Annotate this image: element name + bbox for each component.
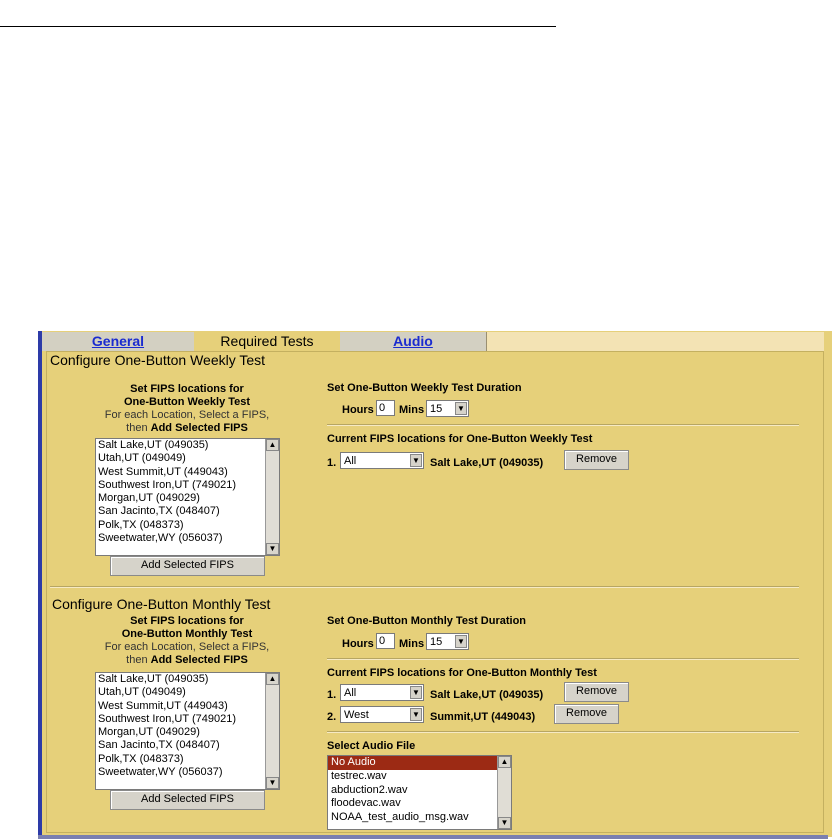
weekly-instruction-prefix: then — [126, 422, 151, 434]
weekly-title: Configure One-Button Weekly Test — [50, 352, 266, 368]
tab-required-tests-label: Required Tests — [220, 333, 314, 349]
monthly-current-num-2: 2. — [327, 711, 337, 723]
monthly-fips-heading — [87, 615, 287, 667]
monthly-fips-heading-line1: Set FIPS locations for — [130, 615, 244, 627]
list-item[interactable]: Polk,TX (048373) — [98, 518, 184, 531]
weekly-mins-value: 15 — [430, 403, 443, 415]
list-item[interactable]: Utah,UT (049049) — [98, 452, 186, 465]
weekly-current-num: 1. — [327, 457, 337, 469]
monthly-current-location-1: Salt Lake,UT (049035) — [430, 689, 544, 701]
audio-file-listbox[interactable] — [327, 755, 512, 830]
chevron-down-icon[interactable]: ▼ — [410, 686, 422, 699]
audio-listbox-scrollbar[interactable] — [497, 756, 511, 829]
monthly-add-fips-button[interactable]: Add Selected FIPS — [110, 790, 265, 810]
list-item[interactable]: West Summit,UT (449043) — [98, 699, 228, 712]
list-item[interactable]: West Summit,UT (449043) — [98, 465, 228, 478]
list-item[interactable]: Utah,UT (049049) — [98, 686, 186, 699]
monthly-current-heading: Current FIPS locations for One-Button Monthly Test — [327, 667, 597, 679]
list-item[interactable]: San Jacinto,TX (048407) — [98, 505, 220, 518]
monthly-fips-heading-line2: One-Button Monthly Test — [121, 628, 253, 640]
weekly-mins-label: Mins — [399, 404, 425, 416]
scroll-down-icon[interactable]: ▼ — [498, 817, 511, 829]
list-item[interactable]: No Audio — [328, 756, 511, 770]
list-item[interactable]: Salt Lake,UT (049035) — [98, 439, 209, 451]
chevron-down-icon[interactable]: ▼ — [455, 402, 467, 415]
list-item[interactable]: Sweetwater,WY (056037) — [98, 532, 223, 545]
weekly-fips-heading-line1: Set FIPS locations for — [130, 383, 244, 395]
weekly-hours-input[interactable]: 0 — [376, 400, 395, 416]
tab-required-tests[interactable] — [194, 332, 341, 351]
scroll-down-icon[interactable]: ▼ — [266, 543, 279, 555]
section-divider — [50, 586, 799, 587]
list-item[interactable]: Sweetwater,WY (056037) — [98, 766, 223, 779]
tab-audio[interactable] — [340, 332, 487, 351]
monthly-fips-listbox[interactable] — [95, 672, 280, 790]
weekly-remove-button[interactable]: Remove — [564, 450, 629, 470]
chevron-down-icon[interactable]: ▼ — [410, 708, 422, 721]
monthly-mins-select[interactable] — [426, 633, 469, 650]
weekly-instruction-line1: For each Location, Select a FIPS, — [104, 409, 270, 421]
monthly-current-num-1: 1. — [327, 689, 337, 701]
monthly-remove-button-1[interactable]: Remove — [564, 682, 629, 702]
weekly-current-heading: Current FIPS locations for One-Button Weekly Test — [327, 433, 593, 445]
monthly-current-location-2: Summit,UT (449043) — [430, 711, 536, 723]
list-item[interactable]: San Jacinto,TX (048407) — [98, 739, 220, 752]
monthly-hours-label: Hours — [342, 638, 374, 650]
tab-audio-label[interactable]: Audio — [393, 333, 433, 349]
weekly-instruction-bold: Add Selected FIPS — [150, 422, 248, 434]
top-rule — [0, 26, 556, 27]
weekly-hours-label: Hours — [342, 404, 374, 416]
monthly-hours-input[interactable]: 0 — [376, 633, 395, 649]
scroll-down-icon[interactable]: ▼ — [266, 777, 279, 789]
weekly-duration-heading: Set One-Button Weekly Test Duration — [327, 382, 522, 394]
list-item[interactable]: Southwest Iron,UT (749021) — [98, 478, 236, 491]
tab-general[interactable] — [42, 332, 195, 351]
weekly-current-location: Salt Lake,UT (049035) — [430, 457, 544, 469]
frame-bottom-border — [38, 835, 828, 839]
monthly-listbox-scrollbar[interactable] — [265, 673, 279, 789]
monthly-instruction-bold: Add Selected FIPS — [150, 654, 248, 666]
monthly-current-select-1[interactable] — [340, 684, 424, 701]
monthly-mins-value: 15 — [430, 636, 443, 648]
weekly-fips-heading-line2: One-Button Weekly Test — [123, 396, 251, 408]
monthly-current-select-2[interactable] — [340, 706, 424, 723]
chevron-down-icon[interactable]: ▼ — [410, 454, 422, 467]
weekly-current-select[interactable] — [340, 452, 424, 469]
monthly-title: Configure One-Button Monthly Test — [52, 596, 271, 612]
tab-bar — [42, 332, 824, 351]
list-item[interactable]: floodevac.wav — [331, 797, 401, 810]
audio-divider — [327, 731, 799, 732]
monthly-instruction-line1: For each Location, Select a FIPS, — [104, 641, 270, 653]
weekly-fips-listbox[interactable] — [95, 438, 280, 556]
list-item[interactable]: Morgan,UT (049029) — [98, 492, 200, 505]
weekly-listbox-scrollbar[interactable] — [265, 439, 279, 555]
tab-general-label[interactable]: General — [91, 333, 145, 349]
monthly-remove-button-2[interactable]: Remove — [554, 704, 619, 724]
audio-heading: Select Audio File — [327, 740, 416, 752]
monthly-mins-label: Mins — [399, 638, 425, 650]
weekly-add-fips-button[interactable]: Add Selected FIPS — [110, 556, 265, 576]
list-item[interactable]: abduction2.wav — [331, 783, 408, 796]
monthly-current-select-2-value: West — [344, 709, 369, 721]
list-item[interactable]: Southwest Iron,UT (749021) — [98, 712, 236, 725]
list-item[interactable]: NOAA_test_audio_msg.wav — [331, 811, 469, 824]
monthly-instruction-prefix: then — [126, 654, 151, 666]
list-item[interactable]: Morgan,UT (049029) — [98, 726, 200, 739]
weekly-current-select-value: All — [344, 455, 357, 467]
list-item[interactable]: Polk,TX (048373) — [98, 752, 184, 765]
monthly-current-select-1-value: All — [344, 687, 357, 699]
list-item[interactable]: Salt Lake,UT (049035) — [98, 673, 209, 685]
scroll-up-icon[interactable]: ▲ — [498, 756, 511, 768]
scroll-up-icon[interactable]: ▲ — [266, 673, 279, 685]
scroll-up-icon[interactable]: ▲ — [266, 439, 279, 451]
monthly-duration-heading: Set One-Button Monthly Test Duration — [327, 615, 527, 627]
chevron-down-icon[interactable]: ▼ — [455, 635, 467, 648]
weekly-divider — [327, 424, 799, 425]
monthly-divider — [327, 658, 799, 659]
list-item[interactable]: testrec.wav — [331, 769, 387, 782]
weekly-mins-select[interactable] — [426, 400, 469, 417]
weekly-fips-heading — [87, 383, 287, 435]
